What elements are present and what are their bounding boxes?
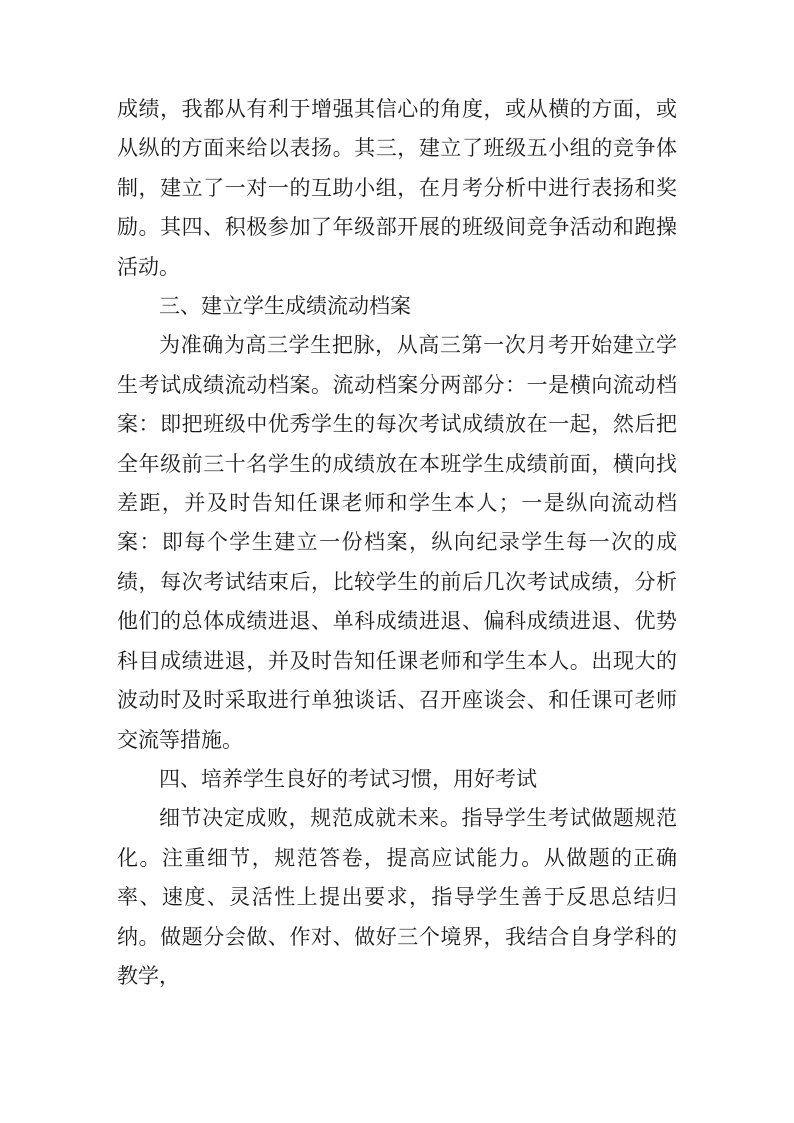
paragraph-continued: 成绩，我都从有利于增强其信心的角度，或从横的方面，或从纵的方面来给以表扬。其三，建立了班级五小组的竞争体制，建立了一对一的互助小组，在月考分析中进行表扬和奖励。其四、积极参加了年级部开展的班级间竞争活动和跑操活动。 bbox=[117, 97, 677, 279]
section-heading-4: 四、培养学生良好的考试习惯，用好考试 bbox=[159, 766, 537, 791]
paragraph-archive: 为准确为高三学生把脉，从高三第一次月考开始建立学生考试成绩流动档案。流动档案分两部分：一是横向流动档案：即把班级中优秀学生的每次考试成绩放在一起，然后把全年级前三十名学生的成绩放在本班学生成绩前面，横向找差距，并及时告知任课老师和学生本人；一是纵向流动档案：即每个学生建立一份档案，纵向纪录学生每一次的成绩，每次考试结束后，比较学生的前后几次考试成绩，分析他们的总体成绩进退、单科成绩进退、偏科成绩进退、优势科目成绩进退，并及时告知任课老师和学生本人。出现大的波动时及时采取进行单独谈话、召开座谈会、和任课可老师交流等措施。 bbox=[117, 333, 677, 752]
document-page bbox=[117, 90, 677, 996]
section-heading-3: 三、建立学生成绩流动档案 bbox=[159, 294, 411, 319]
paragraph-exam-habits: 细节决定成败，规范成就未来。指导学生考试做题规范化。注重细节，规范答卷，提高应试能力。从做题的正确率、速度、灵活性上提出要求，指导学生善于反思总结归纳。做题分会做、作对、做好三个境界，我结合自身学科的教学， bbox=[117, 806, 677, 988]
